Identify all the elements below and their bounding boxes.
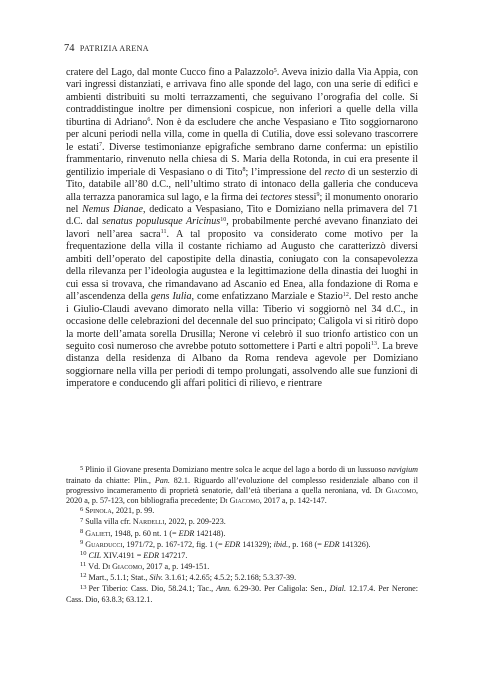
running-header <box>64 43 149 54</box>
author-ref: Nardelli <box>132 517 165 527</box>
text-run: cratere del Lago, dal monte Cucco fino a Palazzolo <box>66 67 274 78</box>
italic-run: CIL <box>88 550 102 560</box>
text-run: stessi <box>291 191 317 203</box>
footnote-ref: 10 <box>220 216 227 223</box>
text-run: Plinio il Giovane presenta Domiziano mentre solca le acque del lago a bordo di un lussuoso <box>85 465 388 474</box>
text-run: 141329); <box>240 539 274 549</box>
footnote-9 <box>66 540 418 551</box>
footnotes <box>66 465 418 605</box>
italic-run: Pan. <box>154 476 170 486</box>
text-run: . Del resto anche i Giulio-Claudi avevano dimorato nella villa: Tiberio vi soggiornò nel 34 d.C., in occasione delle celebrazioni del decennale del suo principato; Caligola vi si ritirò dopo la morte dell’amata sorella Drusilla; Nerone vi celebrò il suo trionfo artistico con un seguito così numeroso che avrebbe potuto sottomettere i Parti e altri popoli <box>66 291 419 352</box>
footnote-number: 7 <box>80 516 84 524</box>
italic-run: navigium <box>387 465 418 474</box>
footnote-ref: 9 <box>316 192 320 199</box>
text-run: , 1971/72, p. 167-172, fig. 1 (= <box>122 539 225 549</box>
text-run: XIV.4191 = <box>101 550 144 560</box>
text-run: . Aveva inizio dalla Via Appia, con vari ingressi distanziati, e arrivava fino alle sponde del lago, con una serie di edifici e ambienti distribuiti su molti terrazzamenti, che seguivano l’orografia del colle. Si contraddistingue inoltre per dimensioni cospicue, non inferiori a quelle della villa tiburtina di Adriano <box>66 67 418 128</box>
text-run: 12.17.4. Per Nerone: Cass. Dio, 63.8.3; 63.12.1. <box>66 584 418 605</box>
text-run: . La breve distanza della residenza di Albano da Roma rendeva agevole per Domiziano soggiornare nella villa per periodi di tempo prolungati, assolvendo alle sue funzioni di imperatore e conducendo gli affari politici di rilievo, e rientrare <box>66 340 418 390</box>
text-run: di un sesterzio di Tito, databile all’80 d.C., nell’ultimo strato di intonaco della galleria che conduceva alla terrazza panoramica sul lago, e la firma dei <box>66 166 418 203</box>
footnote-number: 12 <box>80 572 87 580</box>
footnote-number: 13 <box>80 583 87 591</box>
italic-run: gens Iulia <box>150 291 192 303</box>
footnote-ref: 12 <box>342 291 349 298</box>
footnote-13 <box>66 584 418 605</box>
text-run: , 2017 a, p. 142-147. <box>259 496 327 506</box>
author-name: PATRIZIA ARENA <box>79 44 149 53</box>
text-run: , 1948, p. 60 nt. 1 (= <box>110 528 179 538</box>
text-run: , 2017 a, p. 149-151. <box>142 561 210 571</box>
text-run: , dedicato a Vespasiano, Tito e Domiziano nella primavera del 71 d.C. dal <box>66 203 418 228</box>
footnote-ref: 7 <box>99 142 103 149</box>
text-run: , 2022, p. 209-223. <box>164 517 226 527</box>
text-run: Sulla villa cfr. <box>85 517 133 527</box>
text-run: ; il monumento onorario nel <box>66 191 418 215</box>
author-ref: Galieti <box>85 528 111 538</box>
text-run: , probabilmente perché avevano finanziato dei lavori nell’area sacra <box>66 216 418 240</box>
footnote-number: 8 <box>80 528 84 536</box>
footnote-ref: 13 <box>371 341 377 348</box>
footnote-5 <box>66 465 418 506</box>
text-run: . Diverse testimonianze epigrafiche sembrano darne conferma: un epistilio frammentario, rinvenuto nella chiesa di S. Maria della Rotonda, in cui era presente il gentilizio imperiale di Vespasiano o di Tito <box>66 141 418 178</box>
text-run: Mart., 5.1.1; Stat., <box>88 572 150 582</box>
italic-run: Ann. <box>216 584 232 594</box>
footnote-number: 9 <box>80 539 84 547</box>
footnote-11 <box>66 562 418 573</box>
text-run: . A tal proposito va considerato come motivo per la frequentazione della villa il costante richiamo ad Augusto che caratterizzò diversi ambiti dell’operato del capostipite della dinastia, coniugato con la consapevolezza della rilevanza per l’ideologia augustea e la legittimazione della dinastia dei luoghi in cui essa si trovava, che rimandavano ad Ascanio ed Enea, alla fondazione di Roma e all’ascendenza della <box>66 228 418 303</box>
footnote-6 <box>66 506 418 517</box>
author-ref: Di Giacomo <box>374 486 416 496</box>
italic-run: Silv. <box>149 572 163 582</box>
text-run: , 2020 a, p. 57-123, con bibliografia precedente; <box>66 486 418 506</box>
author-ref: Di Giacomo <box>102 561 143 571</box>
text-run: 147217. <box>159 550 188 560</box>
footnote-number: 11 <box>80 561 87 569</box>
author-ref: Spinola <box>85 506 112 516</box>
footnote-12 <box>66 573 418 584</box>
body-text <box>66 67 418 391</box>
text-run: 6.29-30. Per Caligola: Sen., <box>231 584 330 594</box>
italic-run: Nemus Dianae <box>82 203 144 215</box>
footnote-ref: 5 <box>273 67 277 74</box>
footnote-ref: 11 <box>160 229 167 236</box>
italic-run: ibid. <box>273 539 289 549</box>
footnote-ref: 8 <box>242 167 246 174</box>
footnote-number: 6 <box>80 505 84 513</box>
text-run: Per Tiberio: Cass. Dio, 58.24.1; Tac., <box>88 584 217 594</box>
footnote-10 <box>66 551 418 562</box>
text-run: 141326). <box>339 539 371 549</box>
author-ref: Guarducci <box>85 539 123 549</box>
italic-run: Dial. <box>329 584 346 594</box>
text-run: ; l’impressione del <box>245 166 325 178</box>
text-run: , come enfatizzano Marziale e Stazio <box>191 291 343 303</box>
text-run: . Non è da escludere che anche Vespasiano e Tito soggiornarono per alcuni periodi nella villa, come in quella di Cutilia, dove essi solevano trascorrere le estati <box>66 116 418 153</box>
text-run: , 2021, p. 99. <box>111 506 155 516</box>
footnote-8 <box>66 529 418 540</box>
page-number: 74 <box>64 43 75 54</box>
text-run: 3.1.61; 4.2.65; 4.5.2; 5.2.168; 5.3.37-39. <box>163 572 297 582</box>
footnote-number: 10 <box>80 550 87 558</box>
text-run: 82.1. Riguardo all’evoluzione del complesso residenziale albano con il progressivo incameramento di proprietà senatorie, dall’età tiberiana a quella neroniana, vd. <box>66 476 418 496</box>
footnote-7 <box>66 517 418 528</box>
text-run: , p. 168 (= <box>288 539 324 549</box>
footnote-ref: 6 <box>147 117 151 124</box>
italic-run: senatus populusque Aricinus <box>102 216 221 228</box>
text-run: Vd. <box>88 561 103 571</box>
italic-run: tectores <box>260 191 292 203</box>
footnote-number: 5 <box>80 464 84 472</box>
italic-run: EDR <box>323 539 340 549</box>
italic-run: EDR <box>143 550 160 560</box>
italic-run: recto <box>324 166 345 178</box>
text-run: 142148). <box>194 528 226 538</box>
paragraph <box>66 67 418 391</box>
italic-run: EDR <box>178 528 195 538</box>
author-ref: Di Giacomo <box>219 496 260 506</box>
text-run: trainato da chiatte: Plin., <box>66 476 155 486</box>
italic-run: EDR <box>224 539 241 549</box>
